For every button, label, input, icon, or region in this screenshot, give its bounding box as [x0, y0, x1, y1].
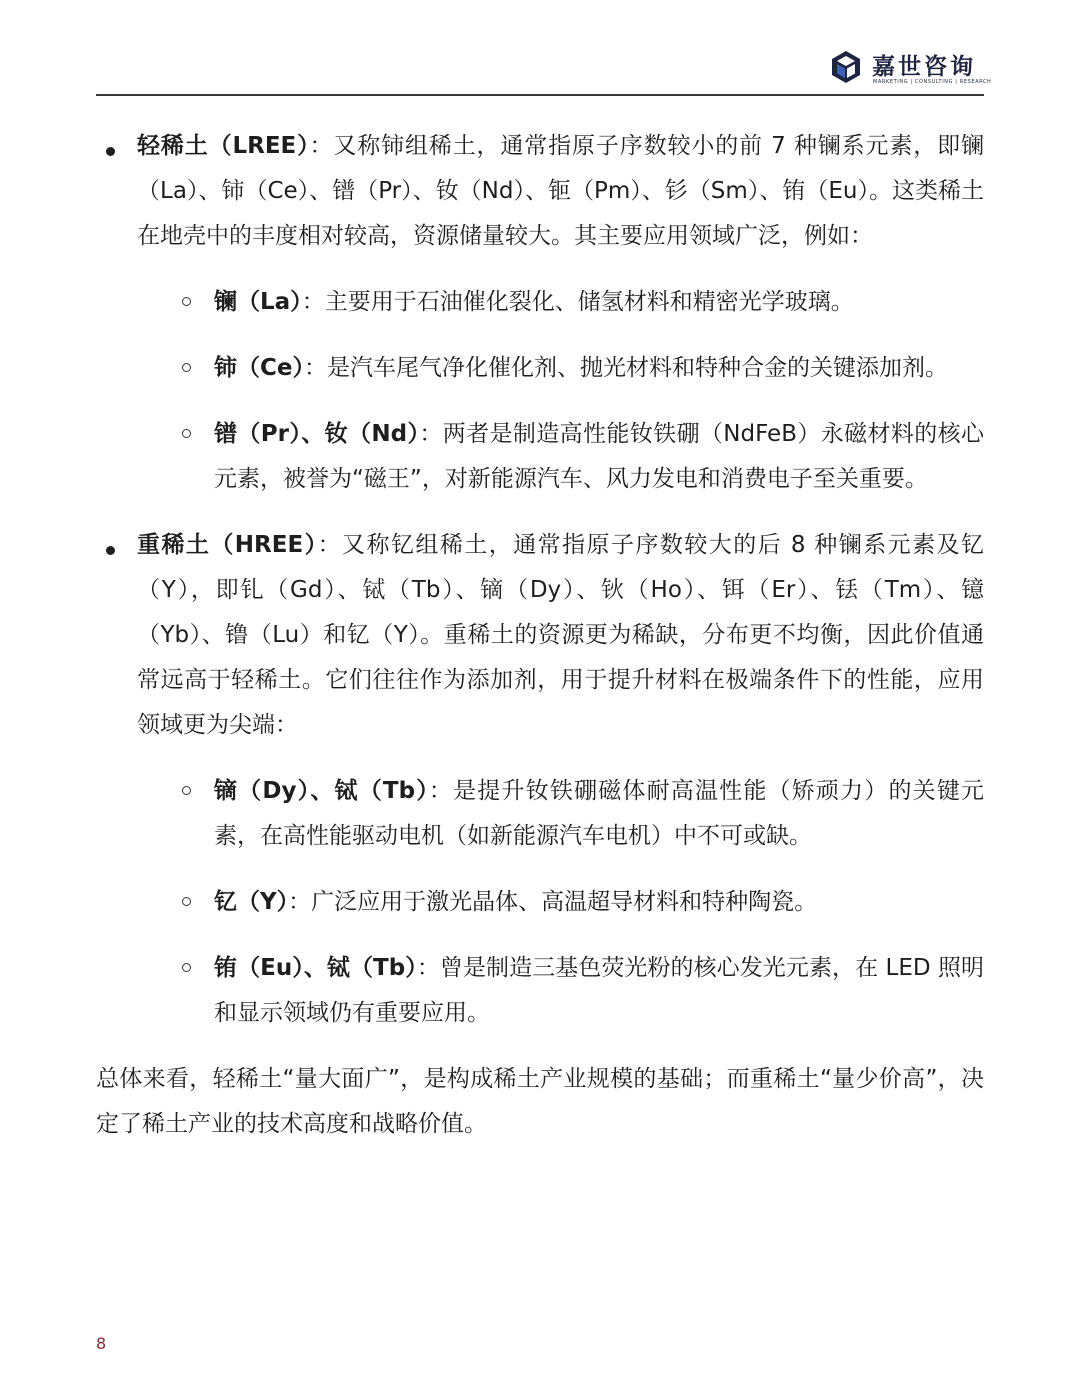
- term-la: 镧（La）: [214, 289, 302, 315]
- term-sep: ：: [419, 421, 443, 447]
- header-divider: [96, 94, 984, 96]
- lree-title: 轻稀土（LREE）: [137, 133, 310, 159]
- term-sep: ：: [428, 778, 454, 804]
- page-number: 8: [96, 1334, 107, 1353]
- term-ce: 铈（Ce）: [214, 355, 304, 381]
- text-ce: 是汽车尾气净化催化剂、抛光材料和特种合金的关键添加剂。: [326, 355, 948, 381]
- hree-paragraph: [137, 523, 984, 748]
- sub-item-dy-tb: [137, 769, 984, 859]
- sub-item-pr-nd: [137, 412, 984, 502]
- bullet-dot-icon: [106, 147, 115, 156]
- term-pr-nd: 镨（Pr）、钕（Nd）: [214, 421, 420, 447]
- document-body: [96, 124, 984, 1147]
- hree-title: 重稀土（HREE）: [137, 532, 318, 558]
- brand-name: 嘉世咨询: [872, 54, 976, 80]
- hollow-bullet-icon: [182, 429, 191, 438]
- term-sep: ：: [416, 955, 440, 981]
- text-pr-nd: 两者是制造高性能钕铁硼（NdFeB）永磁材料的核心元素，被誉为“磁王”，对新能源汽车、风力发电和消费电子至关重要。: [214, 421, 984, 492]
- sub-item-y: [137, 880, 984, 925]
- hollow-bullet-icon: [182, 963, 191, 972]
- summary-paragraph: 总体来看，轻稀土“量大面广”，是构成稀土产业规模的基础；而重稀土“量少价高”，决定了稀土产业的技术高度和战略价值。: [96, 1066, 984, 1137]
- hollow-bullet-icon: [182, 786, 191, 795]
- sub-item-eu-tb: [137, 946, 984, 1036]
- text-dy-tb: 是提升钕铁硼磁体耐高温性能（矫顽力）的关键元素，在高性能驱动电机（如新能源汽车电机）中不可或缺。: [214, 778, 985, 849]
- hree-text: 又称钇组稀土，通常指原子序数较大的后 8 种镧系元素及钇（Y），即钆（Gd）、铽（Tb）、镝（Dy）、钬（Ho）、铒（Er）、铥（Tm）、镱（Yb）、镥（Lu）和钇（Y）。重稀土的资源更为稀缺，分布更不均衡，因此价值通常远高于轻稀土。它们往往作为添加剂，用于提升材料在极端条件下的性能，应用领域更为尖端：: [137, 532, 984, 738]
- lree-paragraph: [137, 124, 984, 259]
- company-logo: [830, 48, 990, 92]
- bullet-hree: [96, 523, 984, 1036]
- brand-tagline: MARKETING | CONSULTING | RESEARCH: [873, 79, 992, 85]
- hollow-bullet-icon: [182, 363, 191, 372]
- bullet-lree: [96, 124, 984, 502]
- logo-cube-icon: [830, 50, 862, 84]
- hree-sep: ：: [317, 532, 343, 558]
- text-y: 广泛应用于激光晶体、高温超导材料和特种陶瓷。: [311, 889, 818, 915]
- lree-sep: ：: [309, 133, 334, 159]
- term-sep: ：: [301, 289, 325, 315]
- hollow-bullet-icon: [182, 897, 191, 906]
- sub-item-la: [137, 280, 984, 325]
- term-y: 钇（Y）: [214, 889, 289, 915]
- term-sep: ：: [303, 355, 327, 381]
- term-sep: ：: [288, 889, 312, 915]
- text-la: 主要用于石油催化裂化、储氢材料和精密光学玻璃。: [324, 289, 854, 315]
- term-dy-tb: 镝（Dy）、铽（Tb）: [214, 778, 429, 804]
- page-header: [0, 0, 1080, 100]
- bullet-dot-icon: [106, 546, 115, 555]
- hollow-bullet-icon: [182, 297, 191, 306]
- lree-text: 又称铈组稀土，通常指原子序数较小的前 7 种镧系元素，即镧（La）、铈（Ce）、镨（Pr）、钕（Nd）、钷（Pm）、钐（Sm）、铕（Eu）。这类稀土在地壳中的丰度相对较高，资源储量较大。其主要应用领域广泛，例如：: [137, 133, 984, 249]
- term-eu-tb: 铕（Eu）、铽（Tb）: [214, 955, 417, 981]
- sub-item-ce: [137, 346, 984, 391]
- text-eu-tb: 曾是制造三基色荧光粉的核心发光元素，在 LED 照明和显示领域仍有重要应用。: [214, 955, 985, 1026]
